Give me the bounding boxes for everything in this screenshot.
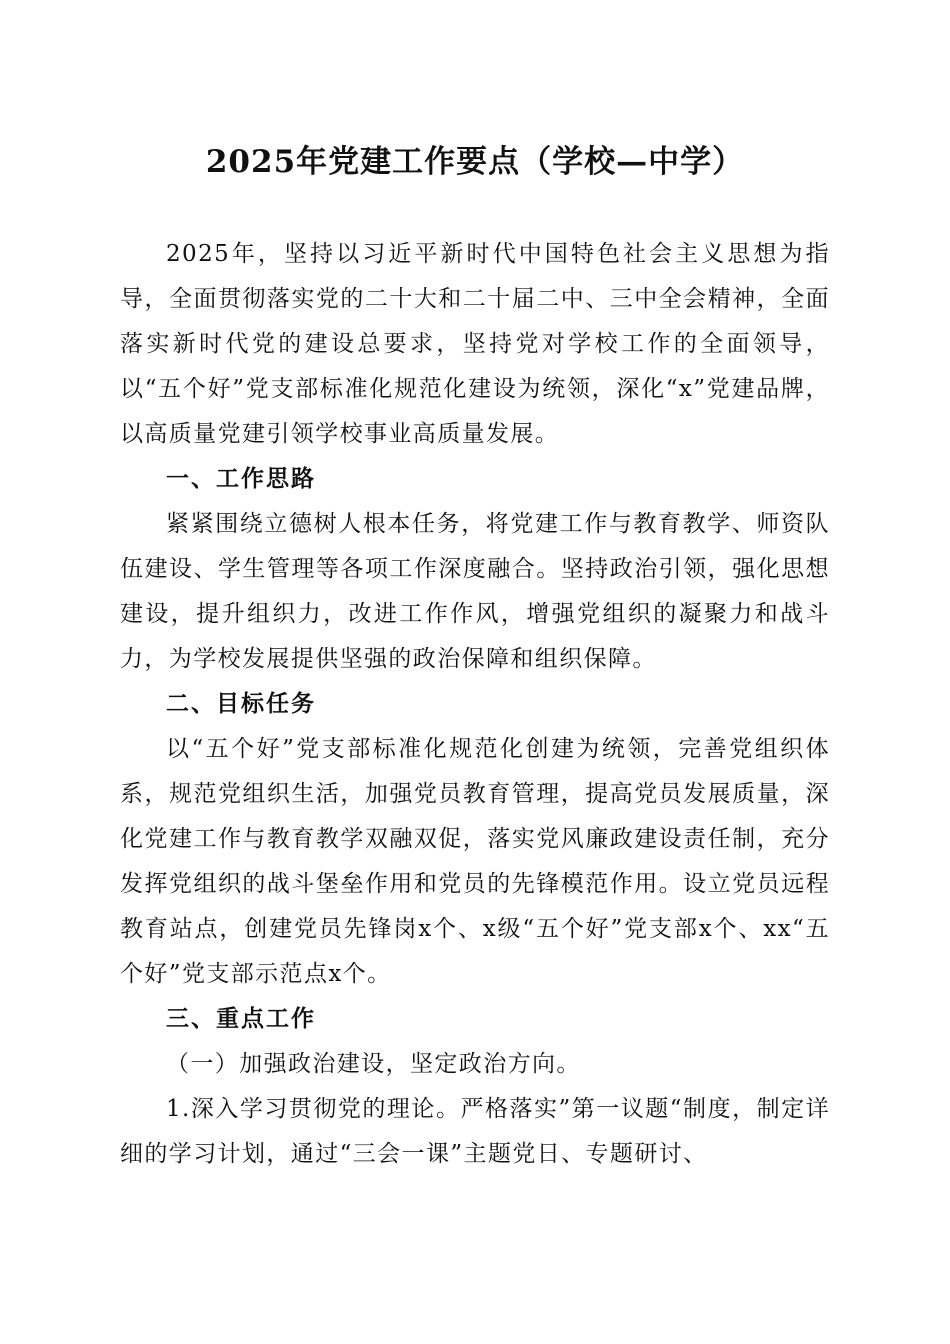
objectives-paragraph: 以“五个好”党支部标准化规范化创建为统领，完善党组织体系，规范党组织生活，加强党员教育管理，提高党员发展质量，深化党建工作与教育教学双融双促，落实党风廉政建设责任制，充分发挥党组织的战斗堡垒作用和党员的先锋模范作用。设立党员远程教育站点，创建党员先锋岗x个、x级“五个好”党支部x个、xx“五个好”党支部示范点x个。 [120, 736, 830, 987]
subsection-heading-political-building: （一）加强政治建设，坚定政治方向。 [166, 1051, 581, 1077]
work-approach-paragraph: 紧紧围绕立德树人根本任务，将党建工作与教育教学、师资队伍建设、学生管理等各项工作深度融合。坚持政治引领，强化思想建设，提升组织力，改进工作作风，增强党组织的凝聚力和战斗力，为学校发展提供坚强的政治保障和组织保障。 [120, 511, 830, 672]
item-1-paragraph: 1.深入学习贯彻党的理论。严格落实”第一议题“制度，制定详细的学习计划，通过“三会一课”主题党日、专题研讨、 [120, 1096, 830, 1167]
section-heading-objectives: 二、目标任务 [166, 691, 316, 717]
document-body [120, 232, 830, 1177]
section-heading-work-approach: 一、工作思路 [166, 466, 316, 492]
document-title: 2025年党建工作要点（学校—中学） [205, 144, 745, 180]
section-heading-key-work: 三、重点工作 [166, 1006, 316, 1032]
intro-paragraph: 2025年，坚持以习近平新时代中国特色社会主义思想为指导，全面贯彻落实党的二十大和二十届二中、三中全会精神，全面落实新时代党的建设总要求，坚持党对学校工作的全面领导，以“五个好”党支部标准化规范化建设为统领，深化“x”党建品牌，以高质量党建引领学校事业高质量发展。 [120, 241, 830, 447]
